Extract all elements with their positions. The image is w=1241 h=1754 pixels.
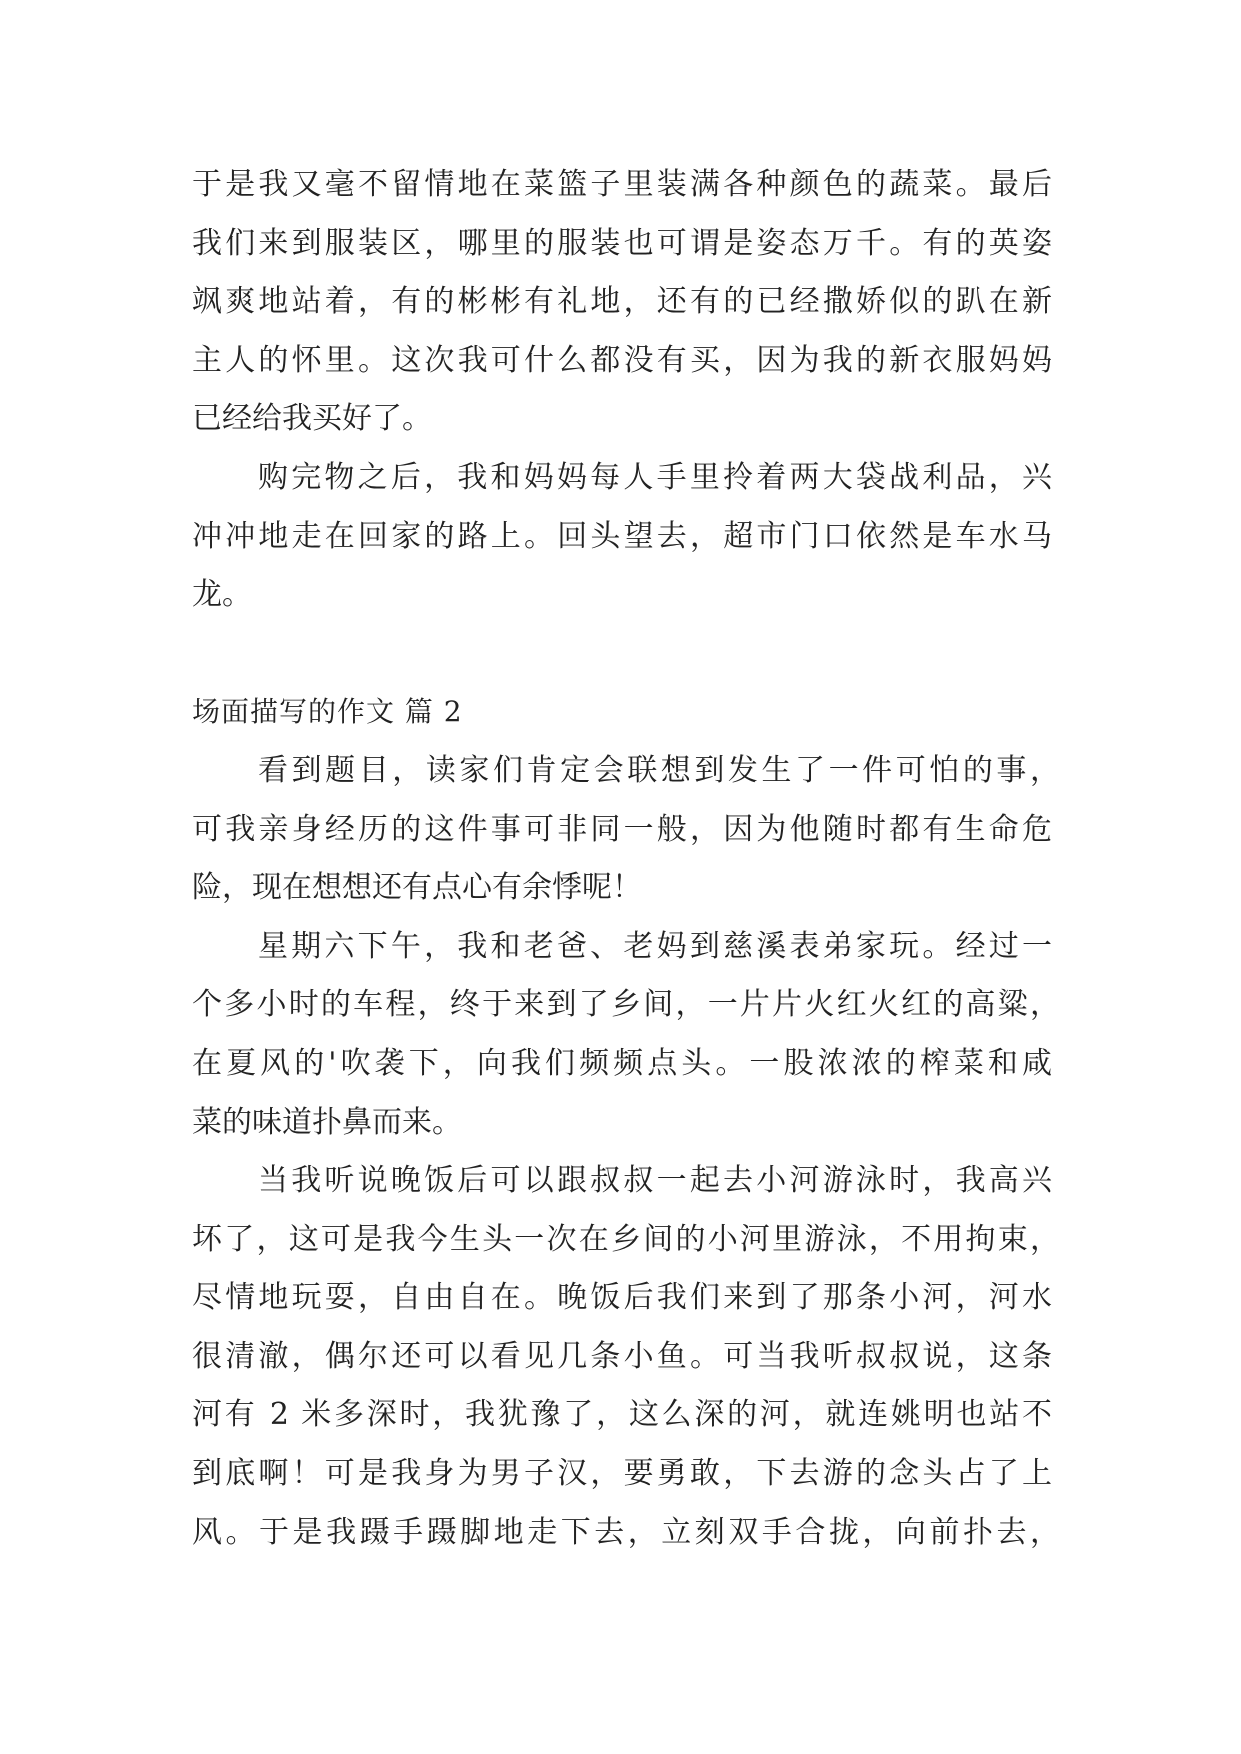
text-line: 我们来到服装区，哪里的服装也可谓是姿态万千。有的英姿: [192, 225, 1052, 261]
text-line: 购完物之后，我和妈妈每人手里拎着两大袋战利品，兴: [258, 459, 1052, 495]
paragraph: [192, 449, 1241, 625]
text-line: 星期六下午，我和老爸、老妈到慈溪表弟家玩。经过一: [258, 928, 1052, 964]
text-line: 个多小时的车程，终于来到了乡间，一片片火红火红的高粱，: [192, 987, 1060, 1023]
text-line: 已经给我买好了。: [192, 401, 432, 437]
text-line: 很清澈，偶尔还可以看见几条小鱼。可当我听叔叔说，这条: [192, 1338, 1052, 1374]
text-line: 于是我又毫不留情地在菜篮子里装满各种颜色的蔬菜。最后: [192, 167, 1052, 202]
text-line: 险，现在想想还有点心有余悸呢！: [192, 870, 642, 906]
blank-line: [192, 625, 1241, 684]
text-line: 河有 2 米多深时，我犹豫了，这么深的河，就连姚明也站不: [192, 1397, 1052, 1433]
text-line: 主人的怀里。这次我可什么都没有买，因为我的新衣服妈妈: [192, 342, 1052, 378]
text-line: 坏了，这可是我今生头一次在乡间的小河里游泳，不用拘束，: [192, 1221, 1060, 1257]
text-line: 风。于是我蹑手蹑脚地走下去，立刻双手合拢，向前扑去，: [192, 1514, 1060, 1550]
paragraph: [192, 742, 1241, 918]
text-line: 飒爽地站着，有的彬彬有礼地，还有的已经撒娇似的趴在新: [192, 284, 1052, 320]
text-line: 冲冲地走在回家的路上。回头望去，超市门口依然是车水马: [192, 518, 1052, 554]
paragraph: [192, 1152, 1241, 1562]
text-line: 看到题目，读家们肯定会联想到发生了一件可怕的事，: [258, 752, 1060, 788]
text-line: 在夏风的'吹袭下，向我们频频点头。一股浓浓的榨菜和咸: [192, 1045, 1052, 1081]
paragraph: [192, 156, 1241, 449]
text-line: 到底啊！可是我身为男子汉，要勇敢，下去游的念头占了上: [192, 1456, 1052, 1492]
text-line: 尽情地玩耍，自由自在。晚饭后我们来到了那条小河，河水: [192, 1280, 1052, 1316]
text-line: 可我亲身经历的这件事可非同一般，因为他随时都有生命危: [192, 811, 1052, 847]
text-line: 菜的味道扑鼻而来。: [192, 1104, 462, 1140]
text-line: 当我听说晚饭后可以跟叔叔一起去小河游泳时，我高兴: [258, 1163, 1052, 1199]
paragraph: [192, 918, 1241, 1152]
text-line: 龙。: [192, 577, 252, 613]
section-heading: 场面描写的作文 篇 2: [192, 695, 463, 729]
